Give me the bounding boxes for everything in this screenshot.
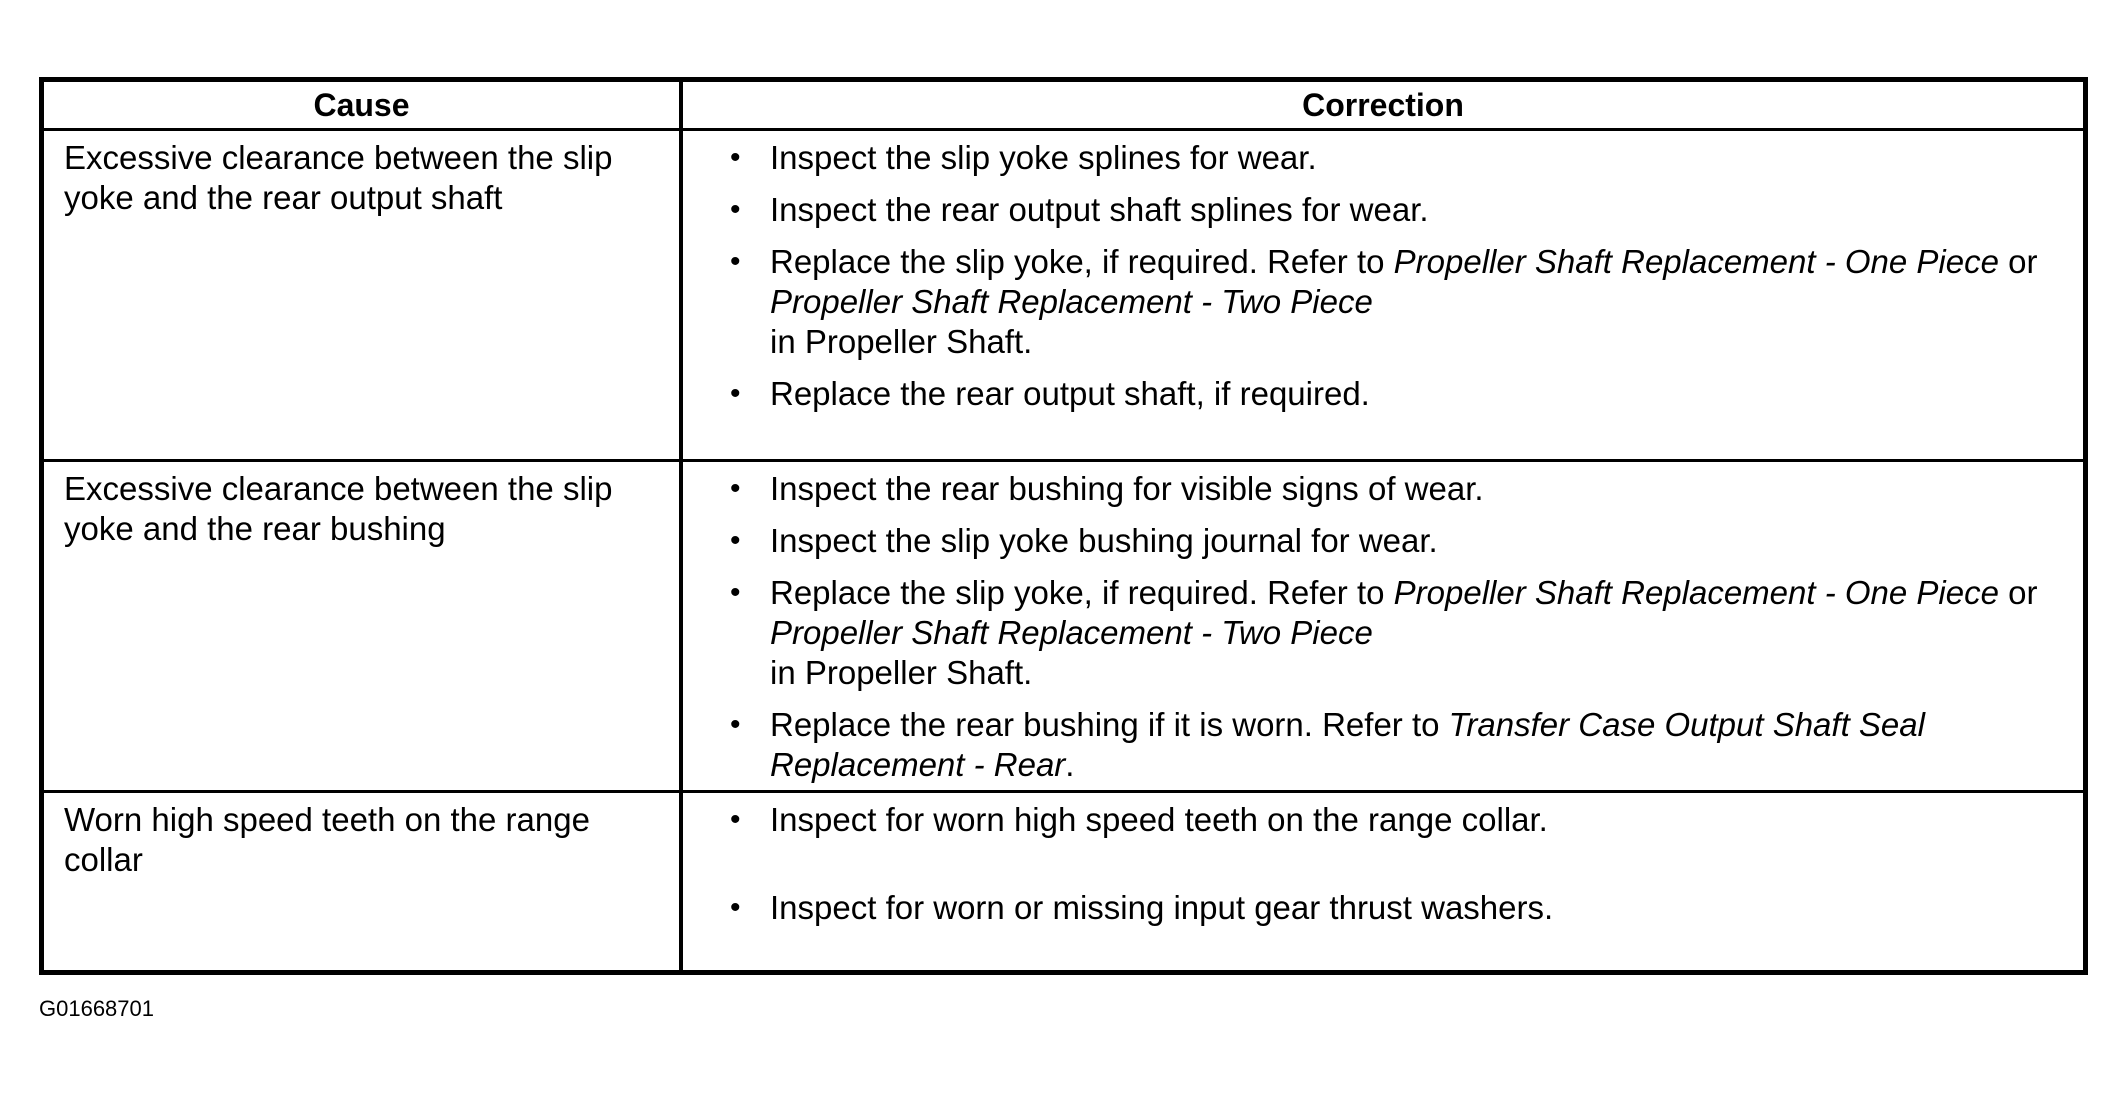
- correction-text-post: in Propeller Shaft.: [770, 654, 1033, 691]
- bullet-icon: •: [730, 576, 741, 609]
- reference-link[interactable]: Propeller Shaft Replacement - Two Piece: [770, 283, 1373, 320]
- correction-text-post: in Propeller Shaft.: [770, 323, 1033, 360]
- correction-text-pre: Replace the rear bushing if it is worn. Refer to: [770, 706, 1440, 743]
- correction-text: Inspect the slip yoke splines for wear.: [770, 139, 1317, 176]
- correction-text-pre: Replace the slip yoke, if required. Refer to: [770, 243, 1385, 280]
- correction-text-mid: or: [2008, 574, 2038, 611]
- row-divider: [39, 459, 2088, 462]
- list-item: [730, 573, 2070, 693]
- header-correction: Correction: [1302, 87, 1464, 123]
- cause-cell: Worn high speed teeth on the range collar: [64, 801, 590, 878]
- correction-text: Inspect for worn or missing input gear thrust washers.: [770, 889, 1554, 926]
- bullet-icon: •: [730, 803, 741, 836]
- reference-link[interactable]: Propeller Shaft Replacement - One Piece: [1393, 574, 1999, 611]
- list-item: [730, 888, 2070, 928]
- correction-text: Replace the rear output shaft, if required.: [770, 375, 1370, 412]
- bullet-icon: •: [730, 377, 741, 410]
- bullet-icon: •: [730, 141, 741, 174]
- correction-text: [770, 242, 2070, 362]
- correction-text: [770, 705, 2070, 785]
- correction-text: Inspect the slip yoke bushing journal for wear.: [770, 522, 1438, 559]
- correction-text-pre: Replace the slip yoke, if required. Refer to: [770, 574, 1385, 611]
- header-row-divider: [39, 128, 2088, 131]
- correction-text: Inspect the rear output shaft splines for wear.: [770, 191, 1429, 228]
- correction-text: Inspect for worn high speed teeth on the range collar.: [770, 801, 1548, 838]
- list-item: [730, 374, 2070, 414]
- list-item: [730, 190, 2070, 230]
- list-item: [730, 469, 2070, 509]
- reference-link[interactable]: Transfer Case Output Shaft Seal Replacement - Rear: [770, 706, 1925, 783]
- list-item: [730, 138, 2070, 178]
- correction-text-mid: or: [2008, 243, 2038, 280]
- bullet-icon: •: [730, 472, 741, 505]
- correction-text-post: .: [1065, 746, 1075, 783]
- list-item: [730, 800, 2070, 840]
- correction-text: [770, 573, 2070, 693]
- reference-link[interactable]: Propeller Shaft Replacement - Two Piece: [770, 614, 1373, 651]
- cause-cell: Excessive clearance between the slip yoke and the rear bushing: [64, 470, 613, 547]
- bullet-icon: •: [730, 524, 741, 557]
- column-divider: [679, 77, 683, 975]
- bullet-icon: •: [730, 708, 741, 741]
- list-item: [730, 521, 2070, 561]
- list-item: [730, 242, 2070, 362]
- bullet-icon: •: [730, 193, 741, 226]
- figure-id: G01668701: [39, 996, 154, 1021]
- cause-cell: Excessive clearance between the slip yoke and the rear output shaft: [64, 139, 613, 216]
- header-cause: Cause: [313, 87, 410, 123]
- row-divider: [39, 790, 2088, 793]
- correction-text: Inspect the rear bushing for visible signs of wear.: [770, 470, 1484, 507]
- reference-link[interactable]: Propeller Shaft Replacement - One Piece: [1393, 243, 1999, 280]
- bullet-icon: •: [730, 891, 741, 924]
- bullet-icon: •: [730, 245, 741, 278]
- list-item: [730, 705, 2070, 785]
